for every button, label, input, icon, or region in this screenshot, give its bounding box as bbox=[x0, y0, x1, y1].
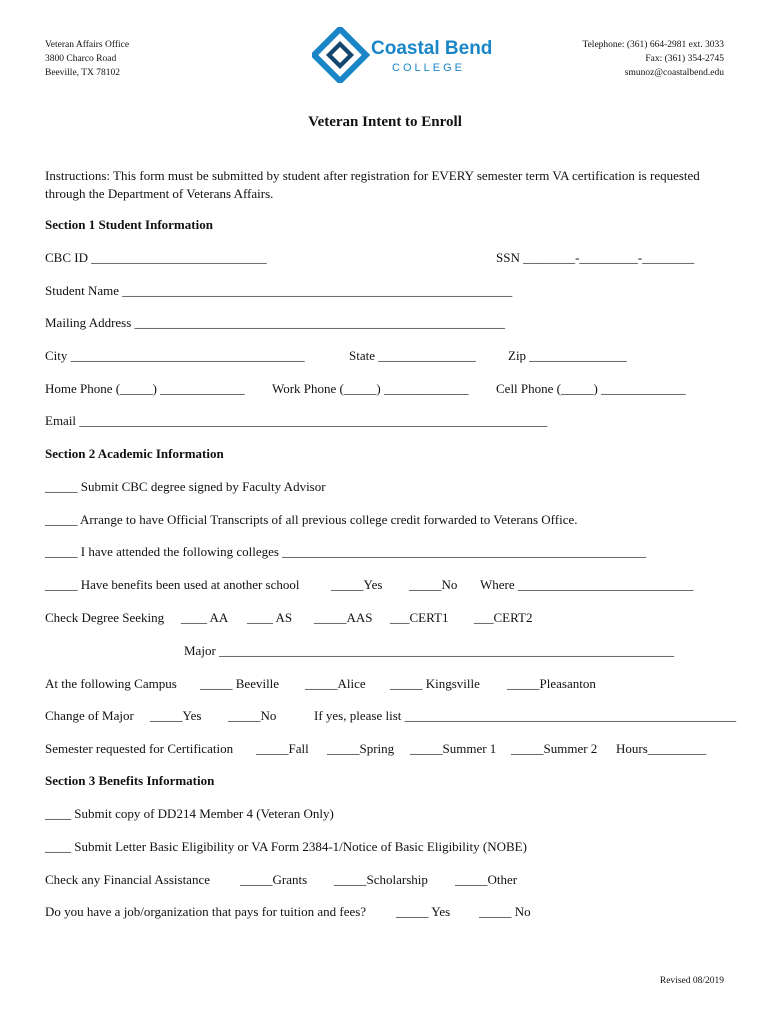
address-line: Veteran Affairs Office bbox=[45, 40, 130, 50]
section-2-heading: Section 2 Academic Information bbox=[45, 446, 224, 461]
office-contact bbox=[582, 38, 724, 80]
change-major-no-checkbox[interactable]: _____No bbox=[228, 708, 277, 723]
benefits-used-label: _____ Have benefits been used at another school bbox=[45, 577, 300, 592]
transcripts-checkbox[interactable]: _____ Arrange to have Official Transcripts of all previous college credit forwarded to Veterans Office. bbox=[45, 512, 578, 527]
benefits-yes-checkbox[interactable]: _____Yes bbox=[331, 577, 383, 592]
dd214-checkbox[interactable]: ____ Submit copy of DD214 Member 4 (Veteran Only) bbox=[45, 806, 334, 821]
other-checkbox[interactable]: _____Other bbox=[455, 872, 518, 887]
email-field[interactable]: Email ________________________________________________________________________ bbox=[45, 413, 548, 428]
logo-subname: COLLEGE bbox=[392, 62, 465, 74]
attended-colleges-field[interactable]: _____ I have attended the following colleges ________________________________________________________ bbox=[45, 544, 647, 559]
cbc-id-field[interactable]: CBC ID ___________________________ bbox=[45, 250, 267, 265]
as-checkbox[interactable]: ____ AS bbox=[247, 610, 293, 625]
student-name-field[interactable]: Student Name ____________________________________________________________ bbox=[45, 283, 513, 298]
job-tuition-label: Do you have a job/organization that pays for tuition and fees? bbox=[45, 904, 367, 919]
mailing-address-field[interactable]: Mailing Address _________________________________________________________ bbox=[45, 315, 506, 330]
summer-2-checkbox[interactable]: _____Summer 2 bbox=[511, 741, 598, 756]
cert2-checkbox[interactable]: ___CERT2 bbox=[474, 610, 533, 625]
change-major-yes-checkbox[interactable]: _____Yes bbox=[150, 708, 202, 723]
scholarship-checkbox[interactable]: _____Scholarship bbox=[334, 872, 428, 887]
work-phone-field[interactable]: Work Phone (_____) _____________ bbox=[272, 381, 469, 396]
aas-checkbox[interactable]: _____AAS bbox=[314, 610, 373, 625]
grants-checkbox[interactable]: _____Grants bbox=[240, 872, 308, 887]
contact-line: Telephone: (361) 664-2981 ext. 3033 bbox=[582, 40, 724, 50]
revision-date: Revised 08/2019 bbox=[659, 976, 724, 986]
benefits-no-checkbox[interactable]: _____No bbox=[409, 577, 458, 592]
contact-line: Fax: (361) 354-2745 bbox=[645, 54, 724, 64]
section-1-heading: Section 1 Student Information bbox=[45, 217, 213, 232]
office-address bbox=[45, 38, 129, 80]
financial-assistance-label: Check any Financial Assistance bbox=[45, 872, 210, 887]
aa-checkbox[interactable]: ____ AA bbox=[181, 610, 229, 625]
zip-field[interactable]: Zip _______________ bbox=[508, 348, 627, 363]
degree-seeking-label: Check Degree Seeking bbox=[45, 610, 165, 625]
state-field[interactable]: State _______________ bbox=[349, 348, 476, 363]
kingsville-checkbox[interactable]: _____ Kingsville bbox=[390, 676, 480, 691]
semester-label: Semester requested for Certification bbox=[45, 741, 234, 756]
beeville-checkbox[interactable]: _____ Beeville bbox=[200, 676, 280, 691]
form-title: Veteran Intent to Enroll bbox=[308, 114, 462, 130]
pleasanton-checkbox[interactable]: _____Pleasanton bbox=[507, 676, 596, 691]
if-yes-list-field[interactable]: If yes, please list ___________________________________________________ bbox=[314, 708, 737, 723]
instructions: Instructions: This form must be submitted by student after registration for EVERY semester term VA certification is requested through the Department of Veterans Affairs. bbox=[45, 168, 700, 201]
section-3-heading: Section 3 Benefits Information bbox=[45, 773, 215, 788]
degree-signed-checkbox[interactable]: _____ Submit CBC degree signed by Faculty Advisor bbox=[45, 479, 326, 494]
hours-field[interactable]: Hours_________ bbox=[616, 741, 707, 756]
change-major-label: Change of Major bbox=[45, 708, 134, 723]
ssn-field[interactable]: SSN ________-_________-________ bbox=[496, 250, 695, 265]
cert1-checkbox[interactable]: ___CERT1 bbox=[390, 610, 449, 625]
college-logo bbox=[312, 27, 494, 83]
spring-checkbox[interactable]: _____Spring bbox=[327, 741, 395, 756]
fall-checkbox[interactable]: _____Fall bbox=[256, 741, 309, 756]
city-field[interactable]: City ____________________________________ bbox=[45, 348, 305, 363]
eligibility-letter-checkbox[interactable]: ____ Submit Letter Basic Eligibility or VA Form 2384-1/Notice of Basic Eligibility (NOBE) bbox=[45, 839, 527, 854]
contact-line: smunoz@coastalbend.edu bbox=[624, 68, 724, 78]
address-line: 3800 Charco Road bbox=[45, 54, 117, 64]
logo-name: Coastal Bend bbox=[371, 38, 493, 59]
campus-label: At the following Campus bbox=[45, 676, 177, 691]
alice-checkbox[interactable]: _____Alice bbox=[305, 676, 366, 691]
address-line: Beeville, TX 78102 bbox=[45, 68, 121, 78]
home-phone-field[interactable]: Home Phone (_____) _____________ bbox=[45, 381, 245, 396]
job-yes-checkbox[interactable]: _____ Yes bbox=[396, 904, 451, 919]
major-field[interactable]: Major ______________________________________________________________________ bbox=[184, 643, 675, 658]
job-no-checkbox[interactable]: _____ No bbox=[479, 904, 531, 919]
cell-phone-field[interactable]: Cell Phone (_____) _____________ bbox=[496, 381, 686, 396]
where-field[interactable]: Where ___________________________ bbox=[480, 577, 694, 592]
summer-1-checkbox[interactable]: _____Summer 1 bbox=[410, 741, 497, 756]
diamond-logo-icon bbox=[314, 29, 366, 81]
